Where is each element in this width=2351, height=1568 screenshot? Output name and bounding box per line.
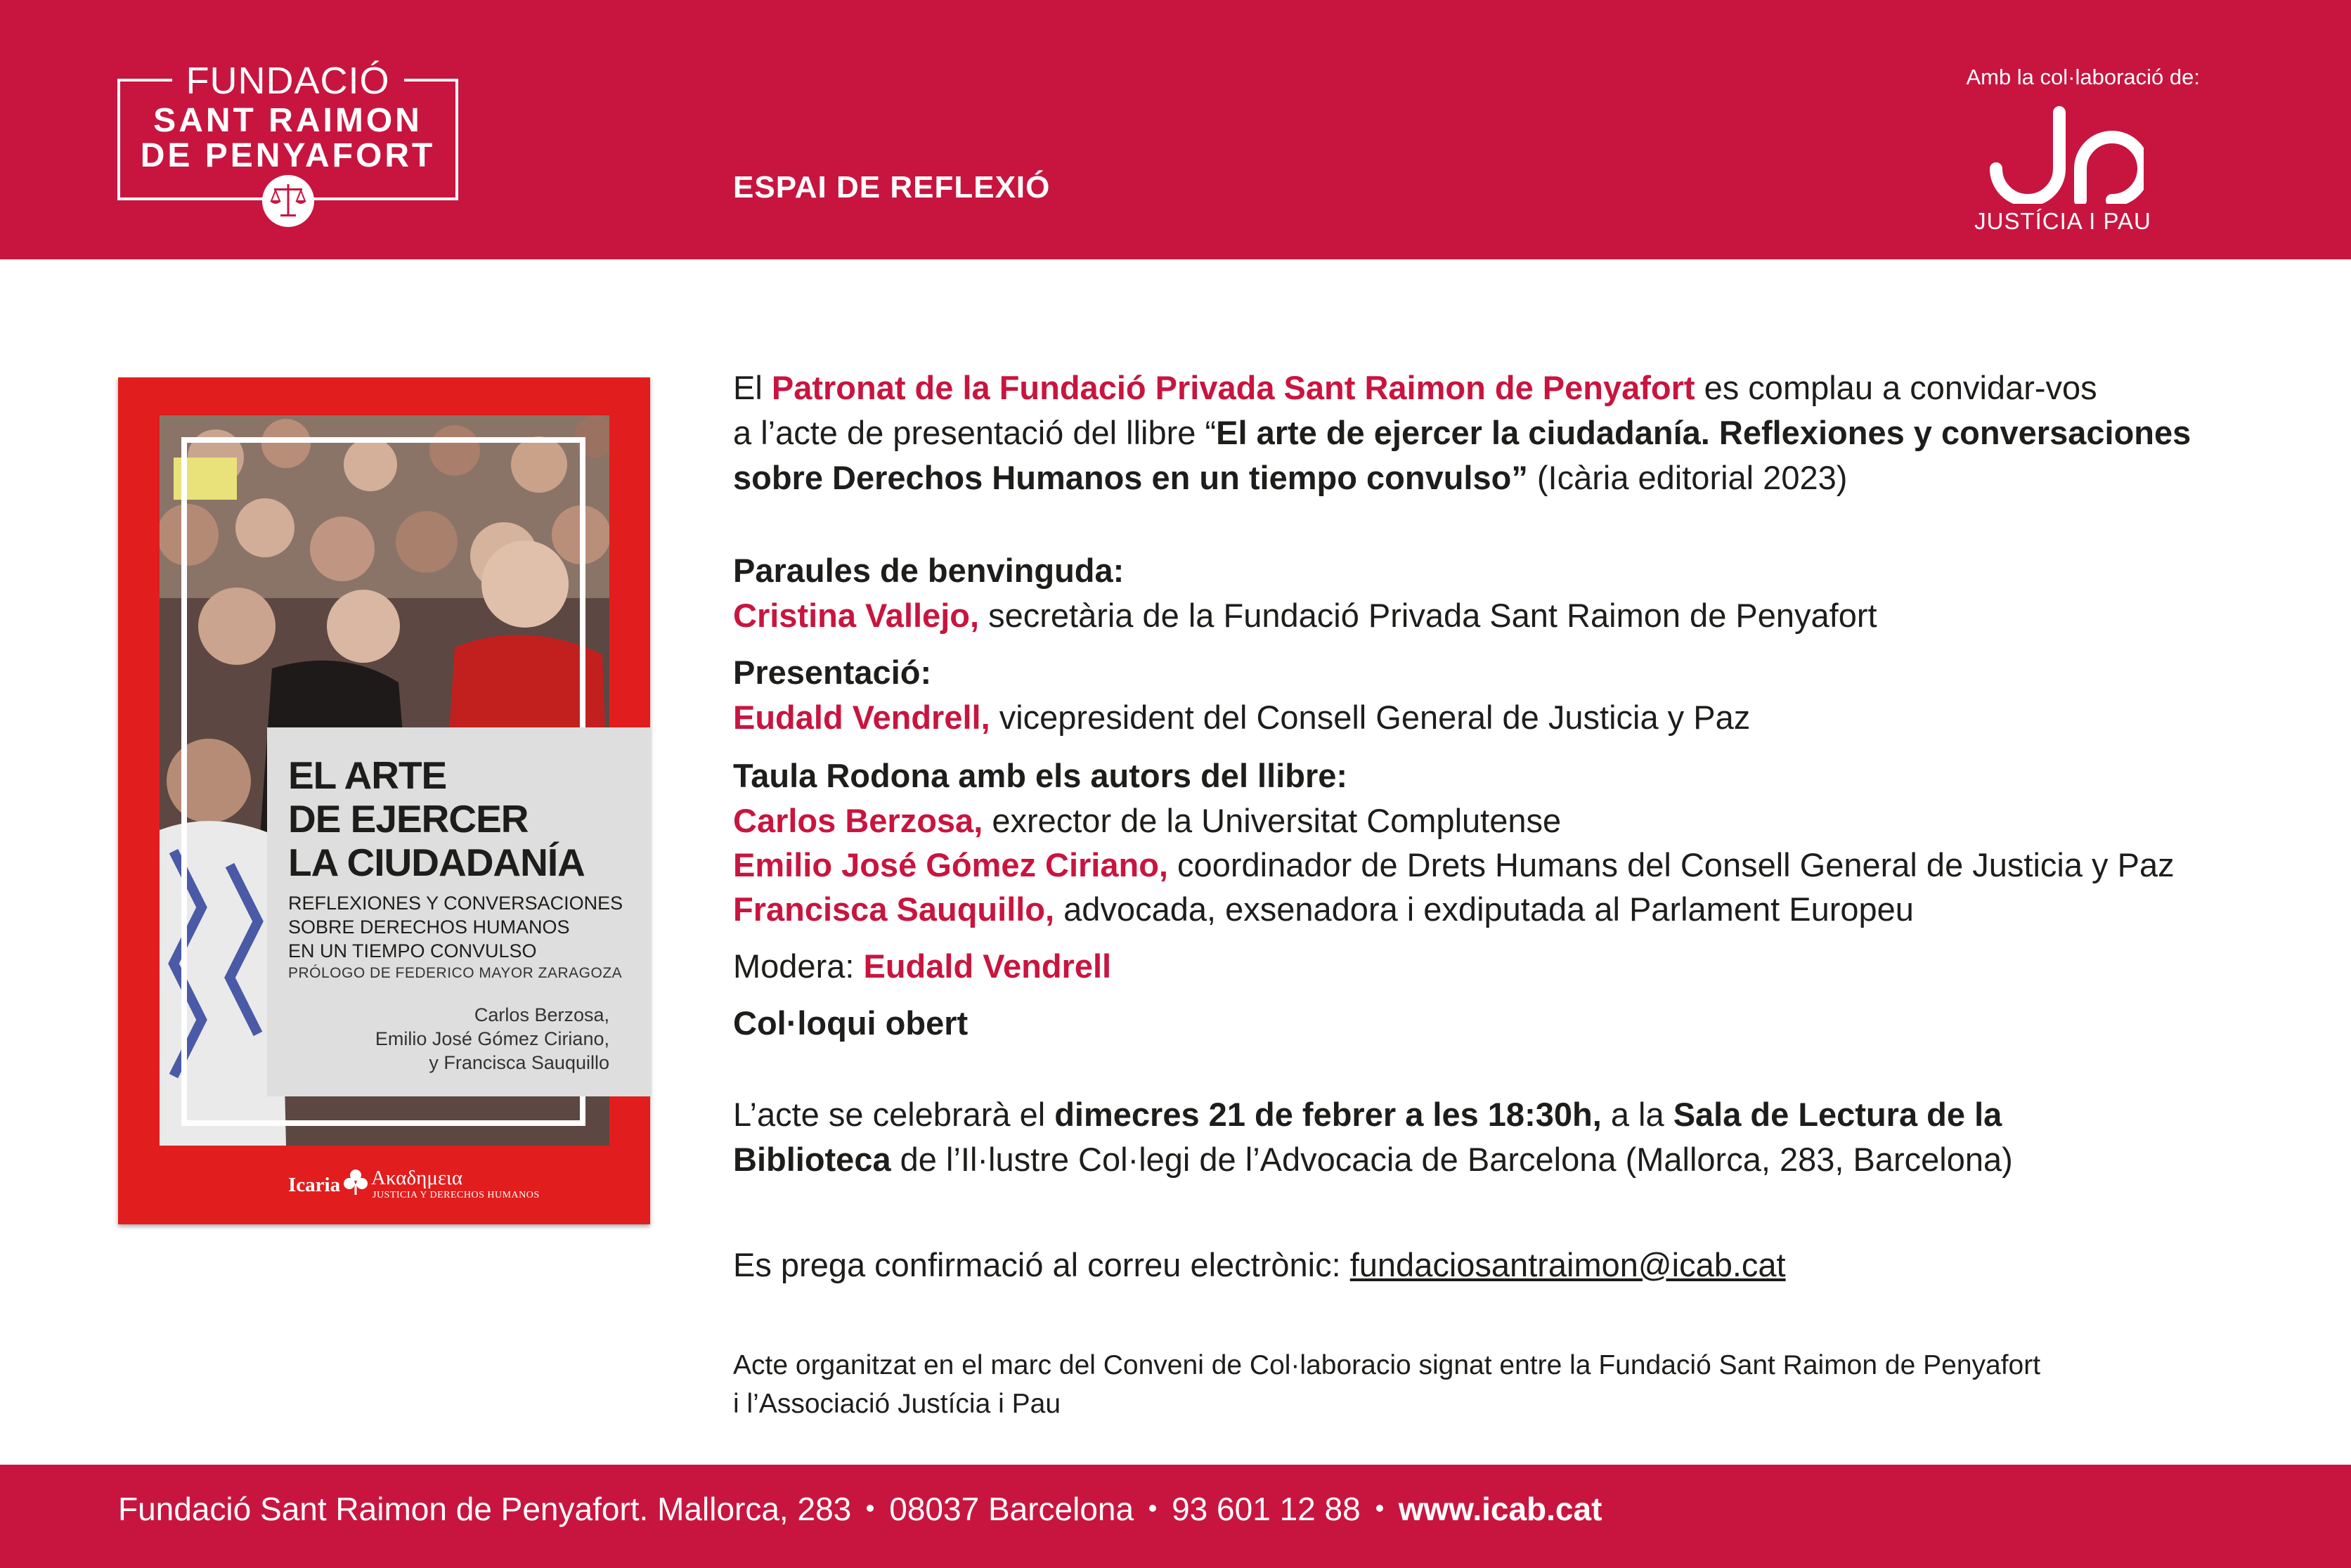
book-cover-authors: Carlos Berzosa, Emilio José Gómez Ciriano, y Francisca Sauquillo xyxy=(375,1004,609,1073)
book-cover-title: EL ARTE DE EJERCER LA CIUDADANÍA xyxy=(288,753,585,884)
collaboration-label: Amb la col·laboració de: xyxy=(1966,65,2200,89)
round-table-heading: Taula Rodona amb els autors del llibre: xyxy=(733,757,1348,794)
footer-postal: 08037 Barcelona xyxy=(889,1491,1134,1527)
welcome-speaker: Cristina Vallejo, secretària de la Fundació Privada Sant Raimon de Penyafort xyxy=(733,597,1877,634)
event-datetime: dimecres 21 de febrer a les 18:30h, xyxy=(1054,1096,1602,1133)
round-table-speaker-1: Carlos Berzosa, exrector de la Universitat Complutense xyxy=(733,802,1562,839)
presentation-heading: Presentació: xyxy=(733,654,932,691)
justicia-i-pau-logo-icon xyxy=(1982,105,2144,204)
section-title: ESPAI DE REFLEXIÓ xyxy=(733,170,1051,205)
logo-line-3: DE PENYAFORT xyxy=(140,137,436,174)
event-venue-b: Biblioteca xyxy=(733,1141,891,1178)
moderator-line: Modera: Eudald Vendrell xyxy=(733,947,1112,985)
intro-line-3: sobre Derechos Humanos en un tiempo convulso” (Icària editorial 2023) xyxy=(733,459,1848,496)
publisher-name: Icaria xyxy=(288,1174,341,1196)
event-line-1: L’acte se celebrarà el dimecres 21 de febrer a les 18:30h, a la Sala de Lectura de la xyxy=(733,1096,2002,1133)
logo-line-2: SANT RAIMON xyxy=(153,102,422,139)
presentation-speaker: Eudald Vendrell, vicepresident del Consell General de Justicia y Paz xyxy=(733,699,1751,736)
footer-contact xyxy=(118,1490,1602,1528)
rsvp-line: Es prega confirmació al correu electrònic: fundaciosantraimon@icab.cat xyxy=(733,1246,1786,1283)
clover-icon xyxy=(343,1168,368,1196)
book-cover-subtitle: REFLEXIONES Y CONVERSACIONES SOBRE DERECHOS HUMANOS EN UN TIEMPO CONVULSO xyxy=(288,893,623,961)
separator-dot xyxy=(867,1505,874,1512)
intro-line-2: a l’acte de presentació del llibre “El arte de ejercer la ciudadanía. Reflexiones y conversaciones xyxy=(733,414,2191,451)
book-cover-prologue: PRÓLOGO DE FEDERICO MAYOR ZARAGOZA xyxy=(288,965,623,981)
agreement-line-1: Acte organitzat en el marc del Conveni de Col·laboracio signat entre la Fundació Sant Raimon de Penyafort xyxy=(733,1350,2041,1380)
rsvp-email-link[interactable]: fundaciosantraimon@icab.cat xyxy=(1349,1246,1786,1283)
logo-line-1: FUNDACIÓ xyxy=(186,60,390,102)
separator-dot xyxy=(1376,1505,1383,1512)
collection-subtitle: JUSTICIA Y DERECHOS HUMANOS xyxy=(373,1190,540,1200)
event-line-2: Biblioteca de l’Il·lustre Col·legi de l’Advocacia de Barcelona (Mallorca, 283, Barcelona) xyxy=(733,1141,2013,1178)
partner-logo-text: JUSTÍCIA I PAU xyxy=(1974,208,2151,234)
patronat-name: Patronat de la Fundació Privada Sant Raimon de Penyafort xyxy=(771,369,1695,406)
scales-of-justice-icon xyxy=(261,174,315,228)
agreement-line-2: i l’Associació Justícia i Pau xyxy=(733,1389,1061,1419)
colloquium-line: Col·loqui obert xyxy=(733,1004,969,1042)
round-table-speaker-3: Francisca Sauquillo, advocada, exsenadora i exdiputada al Parlament Europeu xyxy=(733,890,1914,928)
footer-website-link[interactable]: www.icab.cat xyxy=(1398,1491,1602,1527)
book-title-b: sobre Derechos Humanos en un tiempo convulso” xyxy=(733,459,1528,496)
footer-address: Fundació Sant Raimon de Penyafort. Mallorca, 283 xyxy=(118,1491,852,1527)
footer-phone: 93 601 12 88 xyxy=(1172,1491,1361,1527)
collection-name: Ακαδημεια xyxy=(371,1167,463,1189)
intro-line-1: El Patronat de la Fundació Privada Sant Raimon de Penyafort es complau a convidar-vos xyxy=(733,369,2097,406)
event-venue-a: Sala de Lectura de la xyxy=(1673,1096,2002,1133)
round-table-speaker-2: Emilio José Gómez Ciriano, coordinador de Drets Humans del Consell General de Justicia y Paz xyxy=(733,846,2175,883)
separator-dot xyxy=(1149,1505,1156,1512)
welcome-heading: Paraules de benvinguda: xyxy=(733,552,1125,589)
book-title-a: El arte de ejercer la ciudadanía. Reflexiones y conversaciones xyxy=(1216,414,2191,451)
